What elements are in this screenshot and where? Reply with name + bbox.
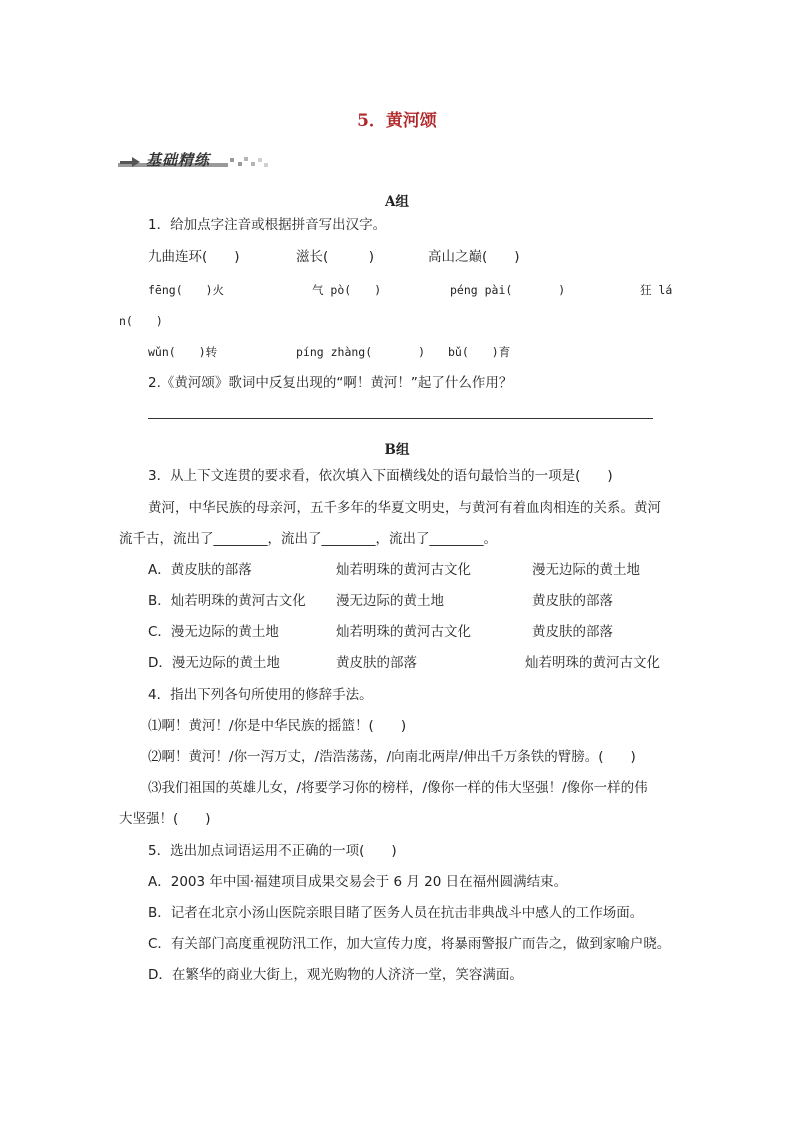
q5-option: D．在繁华的商业大街上，观光购物的人济济一堂，笑容满面。	[148, 967, 523, 983]
q1-item-wrap: n( )	[119, 314, 163, 328]
q5-option: A．2003 年中国·福建项目成果交易会于 6 月 20 日在福州圆满结束。	[148, 874, 568, 890]
q2-stem: 2.《黄河颂》歌词中反复出现的“啊！黄河！”起了什么作用？	[148, 375, 513, 391]
q3-option: 灿若明珠的黄河古文化	[336, 624, 471, 640]
q3-stem: 3．从上下文连贯的要求看，依次填入下面横线处的语句最恰当的一项是( )	[148, 468, 613, 484]
q1-item: 高山之巅( )	[428, 249, 520, 265]
q3-option: 黄皮肤的部落	[532, 624, 613, 640]
q4-item: ⑶我们祖国的英雄儿女，/将要学习你的榜样，/像你一样的伟大坚强！/像你一样的伟	[148, 780, 648, 796]
q1-item: 狂 lá	[640, 283, 673, 297]
q1-item: bǔ( )育	[448, 345, 511, 359]
q1-item: fēng( )火	[148, 283, 225, 297]
q4-item: ⑴啊！黄河！/你是中华民族的摇篮！( )	[148, 718, 407, 734]
q5-option: B．记者在北京小汤山医院亲眼目睹了医务人员在抗击非典战斗中感人的工作场面。	[148, 905, 644, 921]
q1-stem: 1．给加点字注音或根据拼音写出汉字。	[148, 217, 387, 233]
q1-item: wǔn( )转	[148, 345, 218, 359]
q5-stem: 5．选出加点词语运用不正确的一项( )	[148, 843, 397, 859]
q3-option: 漫无边际的黄土地	[532, 562, 640, 578]
q3-option: B．灿若明珠的黄河古文化	[148, 593, 306, 609]
q3-option: 漫无边际的黄土地	[336, 593, 444, 609]
q4-stem: 4．指出下列各句所使用的修辞手法。	[148, 687, 373, 703]
q1-item: 气 pò( )	[312, 283, 382, 297]
banner-label: 基础精练	[146, 151, 211, 169]
q1-item: péng pài( )	[450, 283, 566, 297]
q3-option: 黄皮肤的部落	[532, 593, 613, 609]
q3-passage: 黄河，中华民族的母亲河，五千多年的华夏文明史，与黄河有着血肉相连的关系。黄河	[148, 500, 661, 516]
answer-line	[148, 418, 653, 419]
q4-item: ⑵啊！黄河！/你一泻万丈，/浩浩荡荡，/向南北两岸/伸出千万条铁的臂膀。( )	[148, 749, 636, 765]
q1-item: píng zhàng( )	[296, 345, 426, 359]
q1-item: 滋长( )	[296, 249, 375, 265]
q1-item: 九曲连环( )	[148, 249, 240, 265]
document-title: 5．黄河颂	[357, 111, 437, 131]
q3-option: A．黄皮肤的部落	[148, 562, 252, 578]
q3-option: 灿若明珠的黄河古文化	[336, 562, 471, 578]
section-banner	[118, 149, 270, 171]
q5-option: C．有关部门高度重视防汛工作，加大宣传力度，将暴雨警报广而告之，做到家喻户晓。	[148, 936, 671, 952]
group-a-heading: A组	[385, 194, 409, 210]
q3-passage: 流千古，流出了________，流出了________，流出了________。	[119, 531, 497, 547]
q3-option: 灿若明珠的黄河古文化	[525, 655, 660, 671]
q4-item-wrap: 大坚强！( )	[119, 811, 211, 827]
q3-option: D．漫无边际的黄土地	[148, 655, 280, 671]
q3-option: C．漫无边际的黄土地	[148, 624, 279, 640]
group-b-heading: B组	[384, 442, 410, 458]
q3-option: 黄皮肤的部落	[336, 655, 417, 671]
